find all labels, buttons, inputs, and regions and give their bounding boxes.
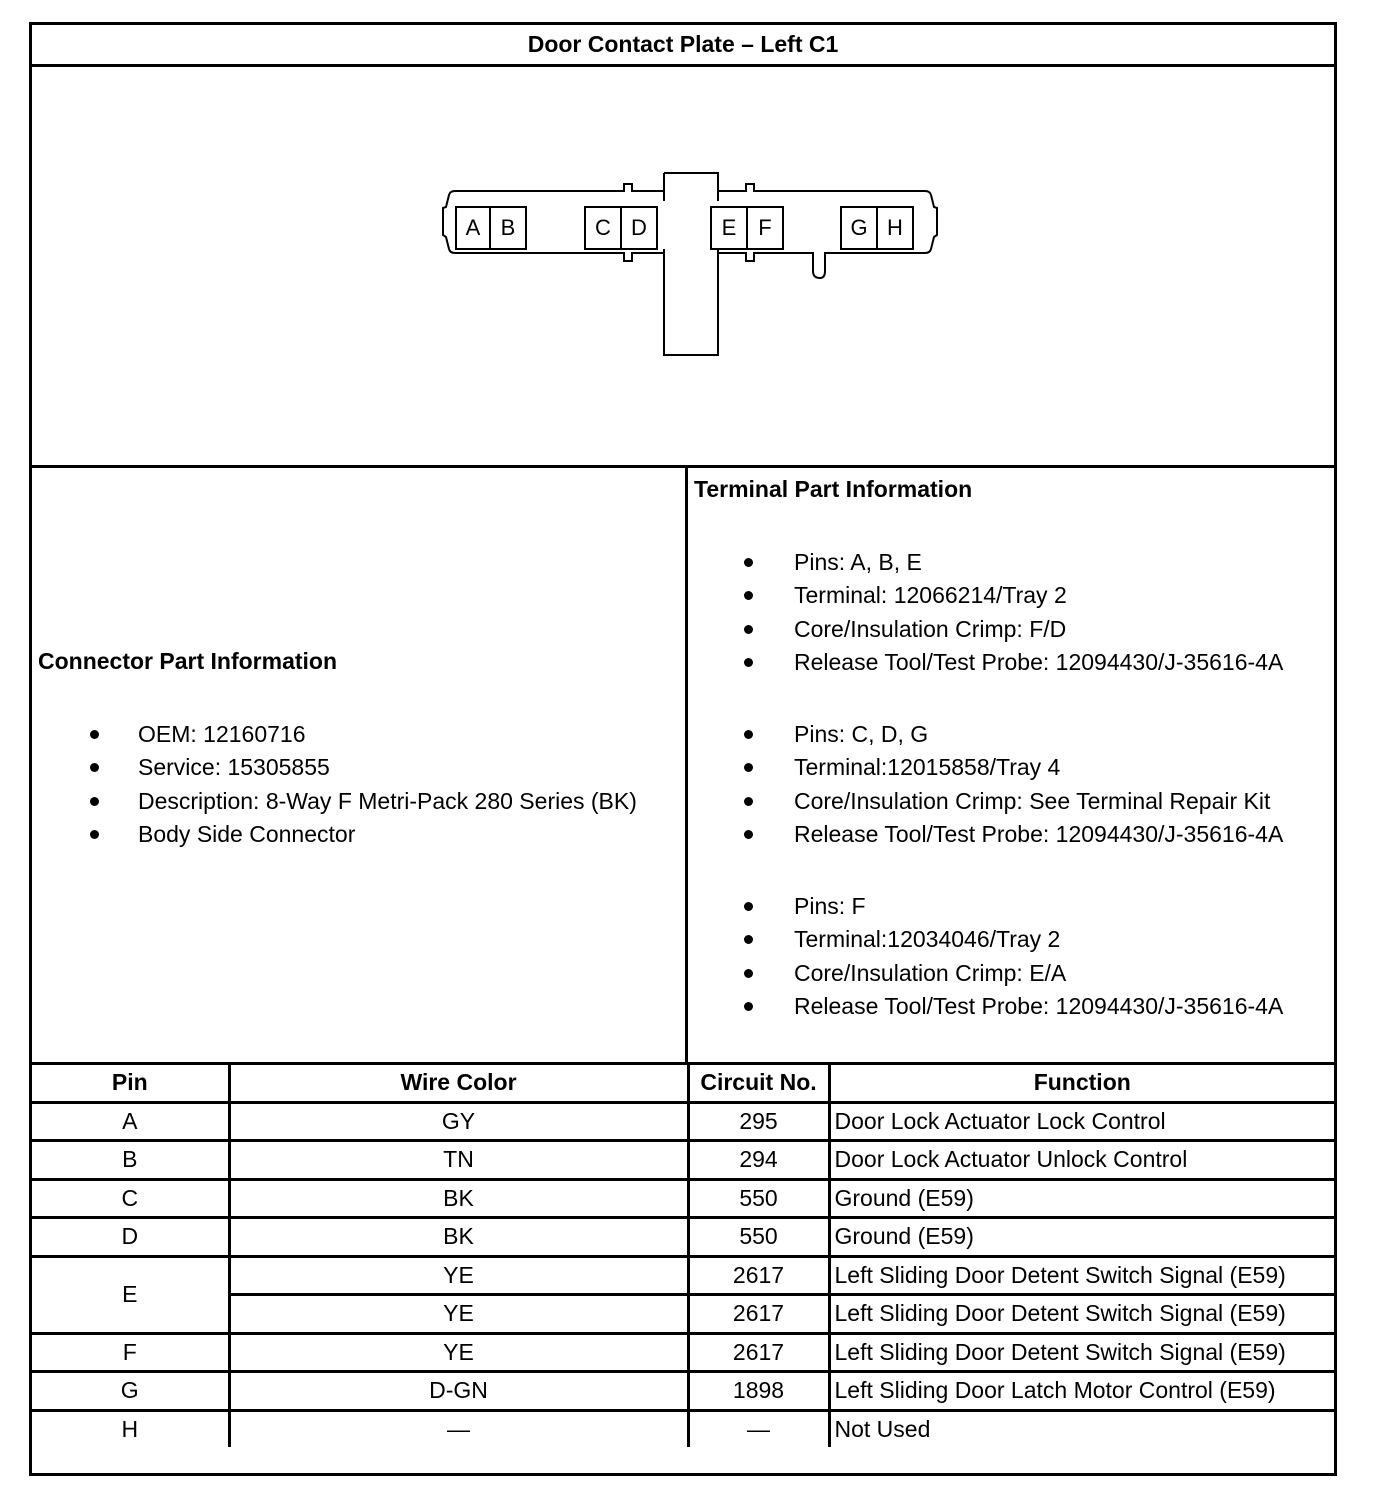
part-info-section: Connector Part Information OEM: 12160716 Service: 15305855 Description: 8-Way F Metri-Pack 280 Series (BK) Body Side Connector Terminal Part Information Pins: A, B, E Terminal: 12066214/Tray 2 Core/Insulation Crimp: F/D Release Tool/Test Probe: 12094430/J-35616-4A Pins: C, D, G Terminal:12015858/Tray 4 Core/Insulation Crimp: See Terminal Repair Kit Release Tool/Test Probe: 12094430/J-35616-4A Pins: F Terminal:12034046/Tray 2 Core/Insulation Crimp: E/A Release Tool/Test Probe: 12094430/J-35616-4A [32, 468, 1334, 1065]
bullet-icon [90, 763, 99, 772]
function-cell: Door Lock Actuator Lock Control [829, 1102, 1334, 1141]
function-cell: Ground (E59) [829, 1218, 1334, 1257]
bullet-icon [744, 969, 753, 978]
terminal-info-heading: Terminal Part Information [694, 476, 973, 502]
header-function: Function [829, 1065, 1334, 1102]
wire-color-cell: TN [229, 1141, 688, 1180]
pin-cell: A [32, 1102, 229, 1141]
pin-cell: G [32, 1372, 229, 1411]
function-cell: Not Used [829, 1410, 1334, 1447]
info-divider [685, 468, 688, 1062]
page-title: Door Contact Plate – Left C1 [32, 25, 1334, 67]
pin-cell: F [32, 1333, 229, 1372]
table-row [32, 1256, 1334, 1295]
bullet-icon [744, 830, 753, 839]
pin-cell: D [32, 1218, 229, 1257]
pin-cell: B [32, 1141, 229, 1180]
function-cell: Door Lock Actuator Unlock Control [829, 1141, 1334, 1180]
cavity-f: F [746, 206, 784, 250]
table-row [32, 1102, 1334, 1141]
cavity-c: C [584, 206, 622, 250]
connector-sheet [29, 22, 1337, 1476]
pin-cell: E [32, 1256, 229, 1333]
table-row [32, 1218, 1334, 1257]
table-row [32, 1141, 1334, 1180]
cavity-a: A [455, 206, 491, 250]
bullet-icon [90, 830, 99, 839]
table-row [32, 1179, 1334, 1218]
pinout-table [32, 1065, 1334, 1447]
pin-cell: C [32, 1179, 229, 1218]
cavity-g: G [840, 206, 878, 250]
wire-color-cell: BK [229, 1179, 688, 1218]
cavity-b: B [489, 206, 527, 250]
bullet-icon [744, 935, 753, 944]
circuit-cell: 1898 [688, 1372, 829, 1411]
bullet-icon [744, 902, 753, 911]
wire-color-cell: GY [229, 1102, 688, 1141]
circuit-cell: 550 [688, 1218, 829, 1257]
circuit-cell: 2617 [688, 1333, 829, 1372]
bullet-icon [744, 658, 753, 667]
bullet-icon [90, 730, 99, 739]
function-cell: Left Sliding Door Latch Motor Control (E59) [829, 1372, 1334, 1411]
bullet-icon [744, 763, 753, 772]
connector-diagram [32, 67, 1334, 468]
bullet-icon [744, 558, 753, 567]
function-cell: Left Sliding Door Detent Switch Signal (E59) [829, 1256, 1334, 1295]
header-wire-color: Wire Color [229, 1065, 688, 1102]
circuit-cell: 550 [688, 1179, 829, 1218]
connector-info-heading: Connector Part Information [38, 648, 338, 674]
table-row [32, 1333, 1334, 1372]
bullet-icon [744, 1002, 753, 1011]
wire-color-cell: YE [229, 1256, 688, 1295]
pin-cell: H [32, 1410, 229, 1447]
connector-face-drawing [32, 67, 1334, 465]
function-cell: Left Sliding Door Detent Switch Signal (E59) [829, 1295, 1334, 1334]
circuit-cell: 2617 [688, 1256, 829, 1295]
cavity-e: E [710, 206, 748, 250]
circuit-cell: 295 [688, 1102, 829, 1141]
header-pin: Pin [32, 1065, 229, 1102]
wire-color-cell: YE [229, 1295, 688, 1334]
header-circuit-no: Circuit No. [688, 1065, 829, 1102]
table-header-row [32, 1065, 1334, 1102]
wire-color-cell: — [229, 1410, 688, 1447]
circuit-cell: 2617 [688, 1295, 829, 1334]
bullet-icon [744, 797, 753, 806]
cavity-h: H [876, 206, 914, 250]
bullet-icon [90, 797, 99, 806]
table-row [32, 1410, 1334, 1447]
circuit-cell: — [688, 1410, 829, 1447]
bullet-icon [744, 625, 753, 634]
function-cell: Left Sliding Door Detent Switch Signal (E59) [829, 1333, 1334, 1372]
wire-color-cell: BK [229, 1218, 688, 1257]
function-cell: Ground (E59) [829, 1179, 1334, 1218]
bullet-icon [744, 591, 753, 600]
cavity-d: D [620, 206, 658, 250]
wire-color-cell: D-GN [229, 1372, 688, 1411]
circuit-cell: 294 [688, 1141, 829, 1180]
table-row [32, 1372, 1334, 1411]
bullet-icon [744, 730, 753, 739]
wire-color-cell: YE [229, 1333, 688, 1372]
